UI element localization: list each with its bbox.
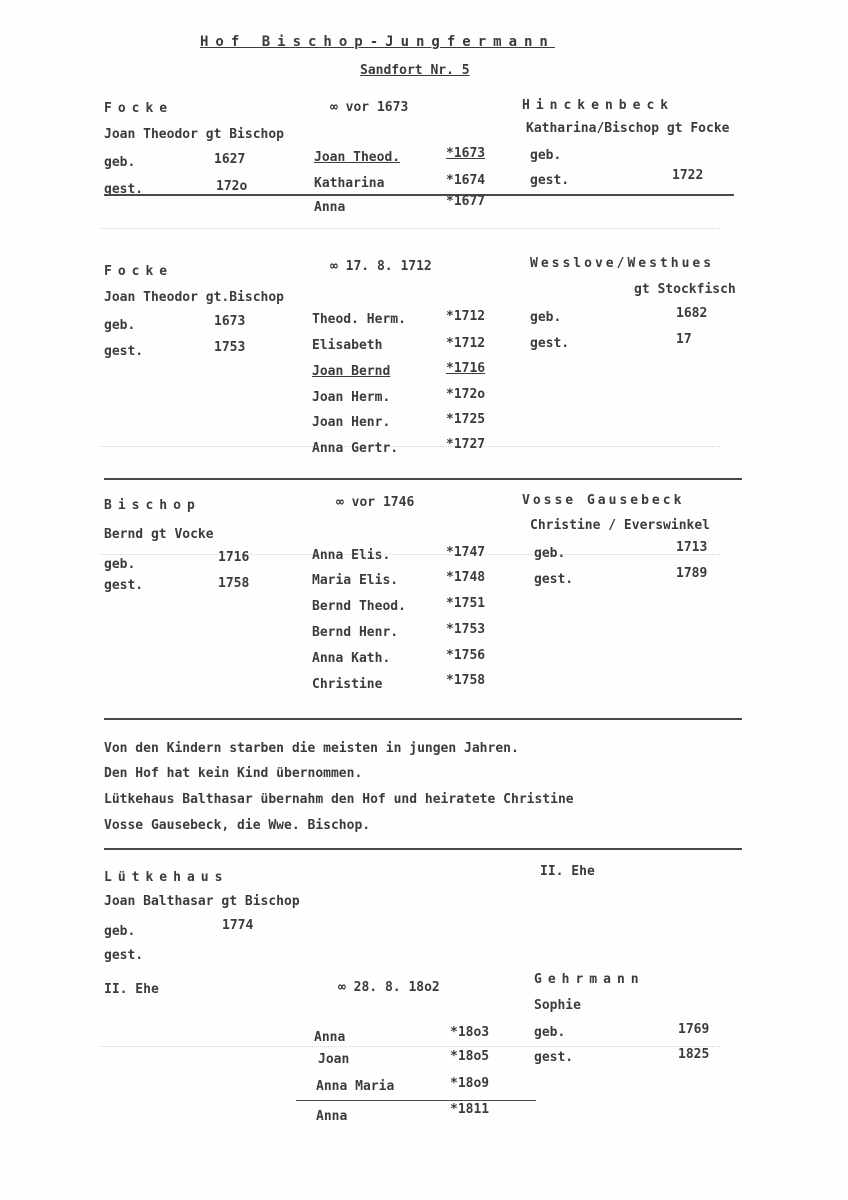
child-year: *1674 (446, 173, 486, 188)
husband-died-year: 1753 (214, 340, 246, 355)
child-name: Anna Elis. (312, 548, 391, 563)
section-divider (104, 194, 734, 196)
wife-born-year: 1769 (678, 1022, 710, 1037)
section-divider (104, 478, 742, 480)
child-year: *1677 (446, 194, 486, 209)
child-name: Joan Henr. (312, 415, 391, 430)
marriage-date: ∞ 17. 8. 1712 (330, 259, 432, 274)
husband-died-year: 1758 (218, 576, 250, 591)
born-label: geb. (104, 924, 136, 939)
wife-surname-alias: gt Stockfisch (634, 282, 736, 297)
note-line: Vosse Gausebeck, die Wwe. Bischop. (104, 818, 371, 833)
bleed-through-mark (100, 212, 720, 229)
wife-died-year: 1825 (678, 1047, 710, 1062)
child-name: Maria Elis. (312, 573, 399, 588)
husband-name: Joan Theodor gt.Bischop (104, 290, 285, 305)
child-name: Christine (312, 677, 383, 692)
second-marriage-label: II. Ehe (540, 864, 595, 879)
husband-surname: Lütkehaus (104, 870, 229, 885)
bleed-through-mark (100, 430, 720, 447)
child-name: Joan Herm. (312, 390, 391, 405)
husband-name: Joan Balthasar gt Bischop (104, 894, 300, 909)
note-line: Lütkehaus Balthasar übernahm den Hof und heiratete Christine (104, 792, 574, 807)
died-label: gest. (530, 336, 570, 351)
husband-surname: Focke (104, 264, 174, 279)
child-year: *1712 (446, 336, 486, 351)
husband-name: Joan Theodor gt Bischop (104, 127, 285, 142)
husband-surname: Bischop (104, 498, 201, 513)
child-name: Bernd Theod. (312, 599, 406, 614)
died-label: gest. (104, 182, 144, 197)
child-year: *1727 (446, 437, 486, 452)
born-label: geb. (534, 546, 566, 561)
note-line: Von den Kindern starben die meisten in jungen Jahren. (104, 741, 519, 756)
child-year: *1716 (446, 361, 486, 376)
section-divider (296, 1100, 536, 1101)
section-divider (104, 718, 742, 720)
child-year: *1748 (446, 570, 486, 585)
born-label: geb. (534, 1025, 566, 1040)
died-label: gest. (534, 572, 574, 587)
wife-born-year: 1682 (676, 306, 708, 321)
child-year: *1673 (446, 146, 486, 161)
died-label: gest. (104, 578, 144, 593)
marriage-date: ∞ vor 1746 (336, 495, 415, 510)
child-name: Anna Maria (316, 1079, 395, 1094)
wife-name: Christine / Everswinkel (530, 518, 711, 533)
child-year: *1725 (446, 412, 486, 427)
child-name: Katharina (314, 176, 385, 191)
died-label: gest. (534, 1050, 574, 1065)
wife-surname: Wesslove/Westhues (530, 256, 715, 271)
wife-died-year: 1789 (676, 566, 708, 581)
died-label: gest. (104, 344, 144, 359)
bleed-through-mark (100, 1030, 720, 1047)
wife-name: Sophie (534, 998, 581, 1013)
wife-surname: Hinckenbeck (522, 98, 675, 113)
child-name: Anna Kath. (312, 651, 391, 666)
child-year: *1758 (446, 673, 486, 688)
husband-died-year: 172o (216, 179, 248, 194)
section-divider (104, 848, 742, 850)
ehe-label: II. Ehe (104, 982, 159, 997)
page-title: Hof Bischop-Jungfermann (200, 34, 555, 50)
child-name: Anna Gertr. (312, 441, 399, 456)
child-year: *18o9 (450, 1076, 490, 1091)
husband-name: Bernd gt Vocke (104, 527, 214, 542)
husband-born-year: 1774 (222, 918, 254, 933)
born-label: geb. (104, 318, 136, 333)
husband-born-year: 1673 (214, 314, 246, 329)
wife-surname: Gehrmann (534, 972, 645, 987)
wife-surname: Vosse Gausebeck (522, 493, 685, 508)
child-year: *18o3 (450, 1025, 490, 1040)
born-label: geb. (104, 557, 136, 572)
born-label: geb. (530, 310, 562, 325)
note-line: Den Hof hat kein Kind übernommen. (104, 766, 363, 781)
child-year: *1756 (446, 648, 486, 663)
born-label: geb. (104, 155, 136, 170)
child-year: *172o (446, 387, 486, 402)
child-name: Joan Bernd (312, 364, 391, 379)
wife-born-year: 1713 (676, 540, 708, 555)
child-name: Bernd Henr. (312, 625, 399, 640)
born-label: geb. (530, 148, 562, 163)
child-year: *1751 (446, 596, 486, 611)
child-name: Anna (316, 1109, 348, 1124)
child-year: *1753 (446, 622, 486, 637)
wife-died-year: 1722 (672, 168, 704, 183)
child-year: *18o5 (450, 1049, 490, 1064)
child-year: *1811 (450, 1102, 490, 1117)
child-name: Anna (314, 200, 346, 215)
child-year: *1712 (446, 309, 486, 324)
marriage-date: ∞ 28. 8. 18o2 (338, 980, 440, 995)
husband-born-year: 1627 (214, 152, 246, 167)
husband-born-year: 1716 (218, 550, 250, 565)
wife-died-year: 17 (676, 332, 692, 347)
child-name: Joan Theod. (314, 150, 401, 165)
husband-surname: Focke (104, 101, 174, 116)
child-name: Theod. Herm. (312, 312, 406, 327)
child-name: Anna (314, 1030, 346, 1045)
child-name: Elisabeth (312, 338, 383, 353)
child-name: Joan (318, 1052, 350, 1067)
died-label: gest. (104, 948, 144, 963)
marriage-date: ∞ vor 1673 (330, 100, 409, 115)
wife-name: Katharina/Bischop gt Focke (526, 121, 730, 136)
child-year: *1747 (446, 545, 486, 560)
page-subtitle: Sandfort Nr. 5 (360, 63, 470, 78)
died-label: gest. (530, 173, 570, 188)
